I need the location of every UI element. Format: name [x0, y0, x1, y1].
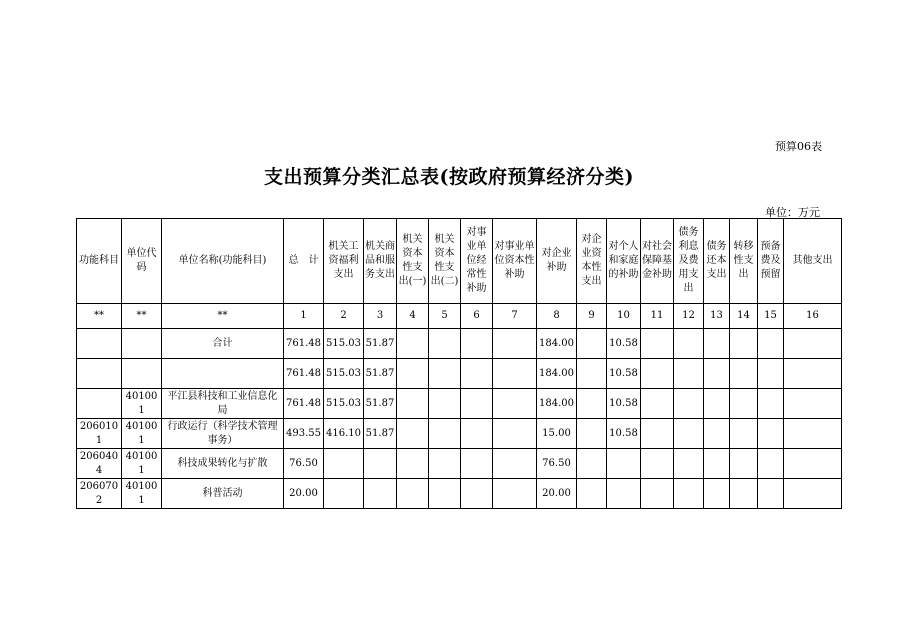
table-cell — [607, 449, 641, 479]
table-cell — [704, 329, 730, 359]
table-cell: 10.58 — [607, 359, 641, 389]
table-cell — [641, 419, 674, 449]
table-cell — [77, 329, 122, 359]
col-header: 机关商品和服务支出 — [364, 219, 397, 304]
table-cell — [429, 389, 461, 419]
col-header: 机关资本性支出(一) — [397, 219, 429, 304]
budget-table — [76, 218, 842, 509]
table-cell — [429, 479, 461, 509]
index-cell: 1 — [284, 304, 324, 329]
table-cell: 2060101 — [77, 419, 122, 449]
col-header: 对社会保障基金补助 — [641, 219, 674, 304]
table-cell — [364, 479, 397, 509]
table-cell: 合计 — [162, 329, 284, 359]
table-cell — [77, 359, 122, 389]
table-cell — [493, 479, 537, 509]
table-cell — [641, 329, 674, 359]
form-number: 预算06表 — [775, 140, 822, 153]
index-cell: 11 — [641, 304, 674, 329]
table-cell: 184.00 — [537, 359, 577, 389]
table-cell — [397, 359, 429, 389]
table-cell — [607, 479, 641, 509]
table-cell — [577, 329, 607, 359]
table-cell — [324, 479, 364, 509]
table-cell: 761.48 — [284, 359, 324, 389]
col-header: 债务利息及费用支出 — [674, 219, 704, 304]
table-cell: 2060702 — [77, 479, 122, 509]
table-cell — [429, 449, 461, 479]
table-cell: 493.55 — [284, 419, 324, 449]
col-header: 机关资本性支出(二) — [429, 219, 461, 304]
index-cell: 7 — [493, 304, 537, 329]
table-cell — [461, 389, 493, 419]
table-cell — [704, 359, 730, 389]
table-cell — [730, 419, 758, 449]
table-cell — [784, 479, 842, 509]
table-cell — [758, 359, 784, 389]
table-cell — [784, 329, 842, 359]
table-cell — [429, 329, 461, 359]
table-cell — [730, 329, 758, 359]
table-cell: 401001 — [122, 389, 162, 419]
table-row — [77, 479, 842, 509]
table-cell — [577, 419, 607, 449]
table-cell — [784, 449, 842, 479]
table-cell — [122, 329, 162, 359]
table-cell: 515.03 — [324, 359, 364, 389]
table-cell — [364, 449, 397, 479]
table-cell: 401001 — [122, 449, 162, 479]
table-cell — [397, 479, 429, 509]
table-cell — [758, 419, 784, 449]
table-cell: 科技成果转化与扩散 — [162, 449, 284, 479]
col-header: 对事业单位经常性补助 — [461, 219, 493, 304]
table-cell: 76.50 — [284, 449, 324, 479]
table-cell — [461, 449, 493, 479]
table-cell — [77, 389, 122, 419]
table-cell — [493, 449, 537, 479]
table-cell — [397, 329, 429, 359]
table-cell: 10.58 — [607, 329, 641, 359]
table-cell — [397, 389, 429, 419]
table-cell — [162, 359, 284, 389]
table-cell: 51.87 — [364, 419, 397, 449]
table-cell: 10.58 — [607, 419, 641, 449]
index-row — [77, 304, 842, 329]
table-cell — [461, 329, 493, 359]
table-cell: 2060404 — [77, 449, 122, 479]
col-header: 转移性支出 — [730, 219, 758, 304]
col-header: 单位名称(功能科目) — [162, 219, 284, 304]
col-header: 对事业单位资本性补助 — [493, 219, 537, 304]
table-cell — [730, 449, 758, 479]
table-cell: 416.10 — [324, 419, 364, 449]
table-cell: 20.00 — [284, 479, 324, 509]
col-header: 单位代码 — [122, 219, 162, 304]
table-cell — [577, 359, 607, 389]
index-cell: 5 — [429, 304, 461, 329]
index-cell: 10 — [607, 304, 641, 329]
table-row — [77, 359, 842, 389]
table-cell: 51.87 — [364, 359, 397, 389]
col-header: 功能科目 — [77, 219, 122, 304]
table-cell: 51.87 — [364, 329, 397, 359]
table-cell — [461, 479, 493, 509]
table-cell: 401001 — [122, 419, 162, 449]
table-cell — [704, 419, 730, 449]
table-cell: 401001 — [122, 479, 162, 509]
table-cell: 行政运行（科学技术管理事务） — [162, 419, 284, 449]
table-cell: 15.00 — [537, 419, 577, 449]
table-cell — [493, 419, 537, 449]
index-cell: 13 — [704, 304, 730, 329]
table-cell: 761.48 — [284, 389, 324, 419]
table-cell — [674, 449, 704, 479]
col-header: 对个人和家庭的补助 — [607, 219, 641, 304]
table-cell — [577, 389, 607, 419]
table-cell — [730, 479, 758, 509]
col-header: 预备费及预留 — [758, 219, 784, 304]
table-cell: 平江县科技和工业信息化局 — [162, 389, 284, 419]
index-cell: 2 — [324, 304, 364, 329]
col-header: 总 计 — [284, 219, 324, 304]
table-cell — [493, 329, 537, 359]
page-title: 支出预算分类汇总表(按政府预算经济分类) — [264, 166, 634, 188]
table-cell: 科普活动 — [162, 479, 284, 509]
table-cell — [429, 359, 461, 389]
table-cell: 515.03 — [324, 329, 364, 359]
table-row — [77, 389, 842, 419]
index-cell: 15 — [758, 304, 784, 329]
table-cell: 20.00 — [537, 479, 577, 509]
col-header: 对企业补助 — [537, 219, 577, 304]
table-row — [77, 419, 842, 449]
index-cell: 4 — [397, 304, 429, 329]
table-cell: 184.00 — [537, 329, 577, 359]
table-cell — [758, 329, 784, 359]
table-cell: 184.00 — [537, 389, 577, 419]
index-cell: 14 — [730, 304, 758, 329]
table-cell — [784, 359, 842, 389]
index-cell: ** — [122, 304, 162, 329]
table-cell: 76.50 — [537, 449, 577, 479]
col-header: 对企业资本性支出 — [577, 219, 607, 304]
table-cell — [758, 389, 784, 419]
index-cell: ** — [162, 304, 284, 329]
index-cell: 8 — [537, 304, 577, 329]
table-cell — [577, 479, 607, 509]
table-cell — [704, 389, 730, 419]
table-cell — [730, 359, 758, 389]
table-cell — [641, 449, 674, 479]
header-row — [77, 219, 842, 304]
index-cell: 16 — [784, 304, 842, 329]
index-cell: 9 — [577, 304, 607, 329]
table-cell — [397, 419, 429, 449]
table-cell — [461, 419, 493, 449]
table-cell: 51.87 — [364, 389, 397, 419]
table-cell — [641, 359, 674, 389]
table-cell — [324, 449, 364, 479]
table-cell — [730, 389, 758, 419]
table-cell — [704, 479, 730, 509]
table-cell — [122, 359, 162, 389]
table-cell — [577, 449, 607, 479]
table-cell — [674, 329, 704, 359]
index-cell: 3 — [364, 304, 397, 329]
table-cell — [704, 449, 730, 479]
table-cell: 10.58 — [607, 389, 641, 419]
unit-label: 单位：万元 — [765, 206, 820, 219]
table-cell — [674, 419, 704, 449]
table-cell — [758, 449, 784, 479]
table-cell — [429, 419, 461, 449]
table-cell — [397, 449, 429, 479]
table-cell — [784, 419, 842, 449]
table-cell — [784, 389, 842, 419]
col-header: 其他支出 — [784, 219, 842, 304]
table-cell — [641, 479, 674, 509]
index-cell: ** — [77, 304, 122, 329]
col-header: 债务还本支出 — [704, 219, 730, 304]
table-cell — [461, 359, 493, 389]
index-cell: 12 — [674, 304, 704, 329]
table-cell — [493, 389, 537, 419]
table-cell — [758, 479, 784, 509]
table-row — [77, 449, 842, 479]
index-cell: 6 — [461, 304, 493, 329]
table-row — [77, 329, 842, 359]
table-cell — [674, 389, 704, 419]
col-header: 机关工资福利支出 — [324, 219, 364, 304]
table-cell — [493, 359, 537, 389]
table-cell — [674, 479, 704, 509]
table-cell — [641, 389, 674, 419]
table-cell: 515.03 — [324, 389, 364, 419]
table-cell — [674, 359, 704, 389]
table-cell: 761.48 — [284, 329, 324, 359]
